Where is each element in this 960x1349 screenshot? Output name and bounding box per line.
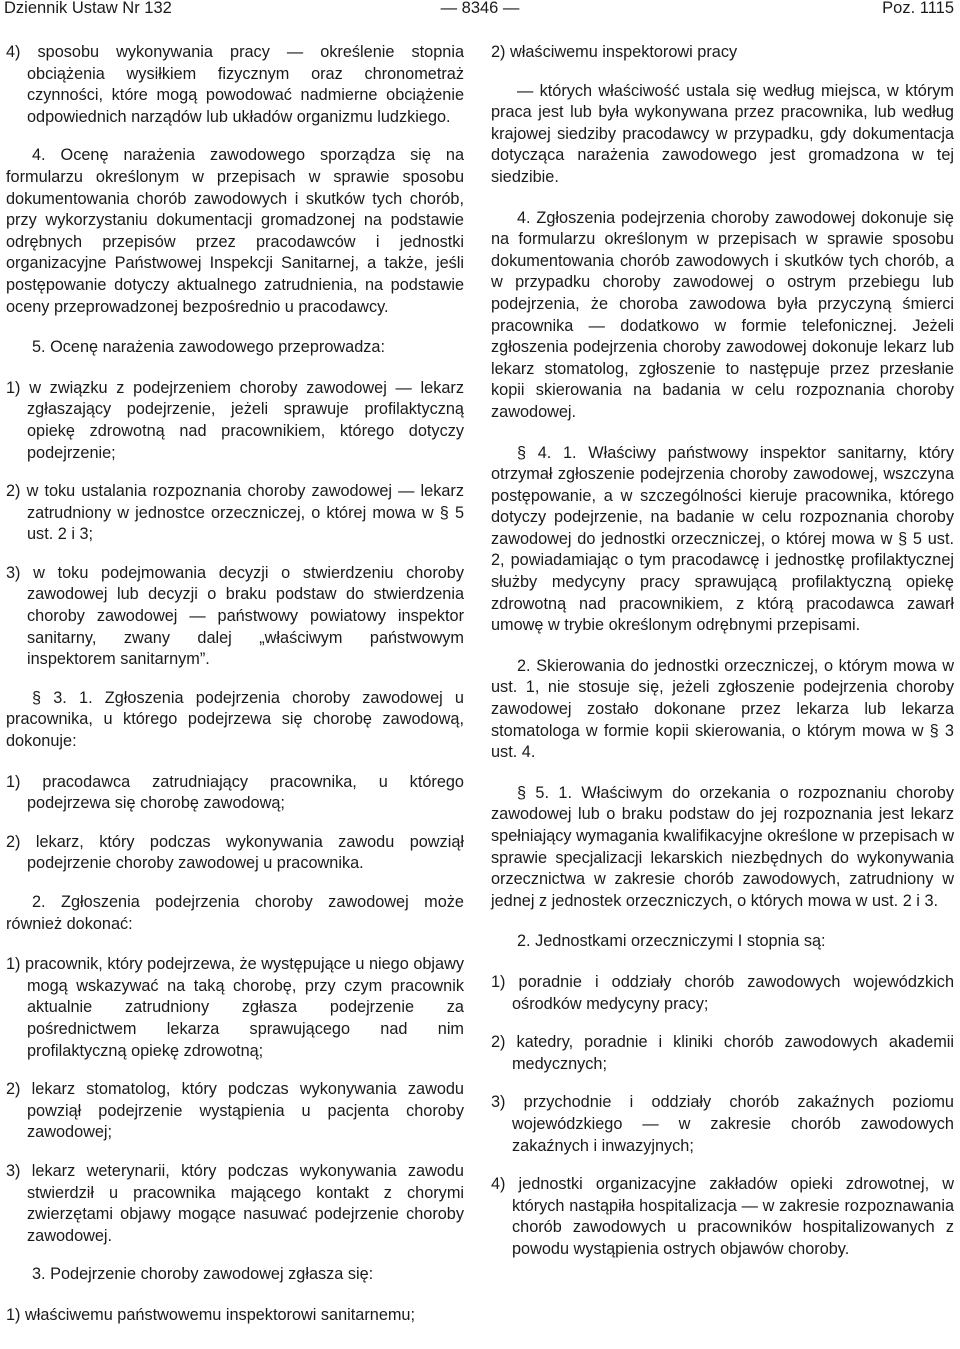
journal-title: Dziennik Ustaw Nr 132 bbox=[4, 0, 172, 17]
paragraph: 2. Jednostkami orzeczniczymi I stopnia są: bbox=[517, 932, 826, 951]
paragraph: 4. Ocenę narażenia zawodowego sporządza się na formularzu określonym w przepisach w sprawie sposobu dokumentowania chorób zawodowych i skutków tych chorób, przy wykorzystaniu dokumentacji gromadzonej na podstawie odrębnych przepisów przez pracodawców i jednostki organizacyjne Państwowej Inspekcji Sanitarnej, a także, jeśli postępowanie dotyczy aktualnego zatrudnienia, na podstawie oceny przeprowadzonej bezpośrednio u pracodawcy. bbox=[6, 146, 464, 316]
paragraph: 5. Ocenę narażenia zawodowego przeprowadza: bbox=[32, 338, 385, 357]
list-item: 4) jednostki organizacyjne zakładów opieki zdrowotnej, w których nastąpiła hospitalizacja — w zakresie rozpoznawania chorób zawodowych u pracowników hospitalizowanych z powodu wystąpienia ostrych objawów choroby. bbox=[491, 1175, 954, 1258]
paragraph: 2. Skierowania do jednostki orzeczniczej, o którym mowa w ust. 1, nie stosuje się, jeżeli zgłoszenie podejrzenia choroby zawodowej zostało dokonane przez lekarza lub lekarza stomatologa w formie kopii skierowania, o którym mowa w § 3 ust. 4. bbox=[491, 656, 954, 762]
page-header bbox=[0, 0, 960, 30]
list-item: 2) katedry, poradnie i kliniki chorób zawodowych akademii medycznych; bbox=[491, 1033, 954, 1073]
list-item: 1) pracodawca zatrudniający pracownika, u którego podejrzewa się chorobę zawodową; bbox=[6, 772, 464, 813]
list-item: 1) pracownik, który podejrzewa, że występujące u niego objawy mogą wskazywać na taką chorobę, przy czym pracownik aktualnie zatrudniony zgłasza podejrzenie za pośrednictwem lekarza sprawującego nad nim profilaktyczną opiekę zdrowotną; bbox=[6, 955, 464, 1060]
list-item: 4) sposobu wykonywania pracy — określenie stopnia obciążenia wysiłkiem fizycznym oraz chronometraż czynności, które mogą powodować nadmierne obciążenie odpowiednich narządów lub układów organizmu ludzkiego. bbox=[6, 43, 464, 126]
paragraph: 2. Zgłoszenia podejrzenia choroby zawodowej może również dokonać: bbox=[6, 893, 464, 933]
paragraph: 3. Podejrzenie choroby zawodowej zgłasza się: bbox=[32, 1265, 374, 1284]
list-item: 3) przychodnie i oddziały chorób zakaźnych poziomu wojewódzkiego — w zakresie chorób zawodowych zakaźnych i inwazyjnych; bbox=[491, 1093, 954, 1155]
list-item: 1) w związku z podejrzeniem choroby zawodowej — lekarz zgłaszający podejrzenie, jeżeli sprawuje profilaktyczną opiekę zdrowotną nad pracownikiem, którego dotyczy podejrzenie; bbox=[6, 378, 464, 462]
list-item: 2) lekarz stomatolog, który podczas wykonywania zawodu powziął podejrzenie wystąpienia u pacjenta choroby zawodowej; bbox=[6, 1080, 464, 1142]
position-number: Poz. 1115 bbox=[882, 0, 954, 17]
list-item: 2) lekarz, który podczas wykonywania zawodu powziął podejrzenie choroby zawodowej u pracownika. bbox=[6, 832, 464, 873]
left-column bbox=[6, 42, 464, 1344]
list-item: 2) właściwemu inspektorowi pracy bbox=[491, 43, 738, 61]
page-number: — 8346 — bbox=[440, 0, 520, 17]
paragraph: § 4. 1. Właściwy państwowy inspektor sanitarny, który otrzymał zgłoszenie podejrzenia choroby zawodowej, wszczyna postępowanie, a w szczególności kieruje pracownika, którego dotyczy podejrzenie, na badanie w celu rozpoznania choroby zawodowej do jednostki orzeczniczej, o której mowa w § 5 ust. 2, powiadamiając o tym pracodawcę i jednostkę profilaktycznej służby medycyny pracy sprawującą profilaktyczną opiekę zdrowotną nad pracownikiem, z którą pracodawca zawarł umowę w trybie określonym odrębnymi przepisami. bbox=[491, 443, 954, 635]
paragraph: — których właściwość ustala się według miejsca, w którym praca jest lub była wykonywana przez pracownika, lub według krajowej siedziby pracodawcy w przypadku, gdy dokumentacja dotycząca narażenia zawodowego jest gromadzona w tej siedzibie. bbox=[491, 81, 954, 186]
list-item: 3) w toku podejmowania decyzji o stwierdzeniu choroby zawodowej lub decyzji o braku podstaw do stwierdzenia choroby zawodowej — państwowy powiatowy inspektor sanitarny, zwany dalej „właściwym państwowym inspektorem sanitarnym”. bbox=[6, 563, 464, 669]
paragraph: § 5. 1. Właściwym do orzekania o rozpoznaniu choroby zawodowej lub o braku podstaw do jej rozpoznania jest lekarz spełniający wymagania kwalifikacyjne określone w przepisach w sprawie specjalizacji lekarskich niezbędnych do wykonywania orzecznictwa w zakresie chorób zawodowych, zatrudniony w jednej z jednostek orzeczniczych, o których mowa w ust. 2 i 3. bbox=[491, 783, 954, 910]
list-item: 1) właściwemu państwowemu inspektorowi sanitarnemu; bbox=[6, 1305, 416, 1324]
right-column bbox=[491, 42, 954, 1278]
list-item: 1) poradnie i oddziały chorób zawodowych wojewódzkich ośrodków medycyny pracy; bbox=[491, 972, 954, 1013]
paragraph: § 3. 1. Zgłoszenia podejrzenia choroby zawodowej u pracownika, u którego podejrzewa się chorobę zawodową, dokonuje: bbox=[6, 688, 464, 751]
list-item: 2) w toku ustalania rozpoznania choroby zawodowej — lekarz zatrudniony w jednostce orzeczniczej, o której mowa w § 5 ust. 2 i 3; bbox=[6, 482, 464, 544]
paragraph: 4. Zgłoszenia podejrzenia choroby zawodowej dokonuje się na formularzu określonym w przepisach w sprawie sposobu dokumentowania chorób zawodowych i skutków tych chorób, a w przypadku choroby zawodowej o ostrym przebiegu lub podejrzenia, że choroba zawodowa była przyczyną śmierci pracownika — dodatkowo w formie telefonicznej. Jeżeli zgłoszenia podejrzenia choroby zawodowej dokonuje lekarz lub lekarz stomatolog, zgłoszenie to następuje przez przesłanie kopii skierowania na badania w celu rozpoznania choroby zawodowej. bbox=[491, 208, 954, 421]
list-item: 3) lekarz weterynarii, który podczas wykonywania zawodu stwierdził u pracownika mającego kontakt z chorymi zwierzętami objawy mogące nasuwać podejrzenie choroby zawodowej. bbox=[6, 1161, 464, 1245]
